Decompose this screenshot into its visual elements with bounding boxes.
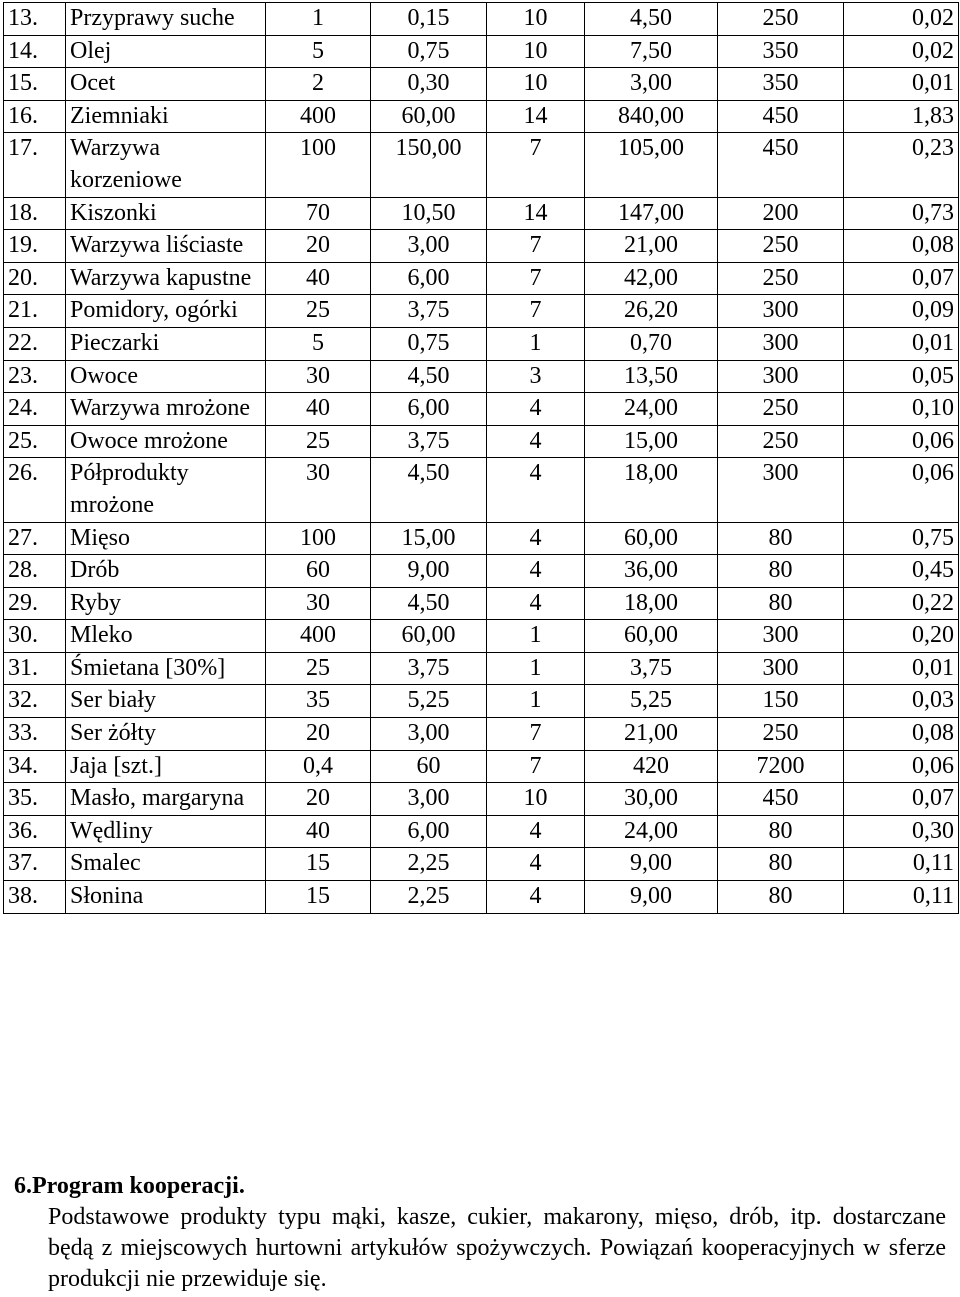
value-col-3: 4 <box>487 848 585 881</box>
value-col-3: 4 <box>487 393 585 426</box>
product-name: Wędliny <box>66 815 266 848</box>
value-col-1: 1 <box>266 3 371 36</box>
value-col-2: 2,25 <box>371 848 487 881</box>
value-col-6: 0,01 <box>844 327 959 360</box>
value-col-1: 40 <box>266 262 371 295</box>
value-col-1: 15 <box>266 848 371 881</box>
value-col-2: 150,00 <box>371 133 487 197</box>
value-col-4: 18,00 <box>585 458 718 522</box>
value-col-6: 0,02 <box>844 3 959 36</box>
product-table <box>3 2 959 914</box>
table-row <box>4 685 959 718</box>
value-col-3: 7 <box>487 230 585 263</box>
value-col-2: 10,50 <box>371 197 487 230</box>
value-col-1: 60 <box>266 555 371 588</box>
product-name: Ziemniaki <box>66 100 266 133</box>
value-col-5: 300 <box>718 295 844 328</box>
row-number: 27. <box>4 522 66 555</box>
value-col-6: 0,11 <box>844 881 959 914</box>
value-col-5: 80 <box>718 555 844 588</box>
value-col-5: 80 <box>718 587 844 620</box>
row-number: 33. <box>4 718 66 751</box>
value-col-4: 24,00 <box>585 393 718 426</box>
value-col-1: 5 <box>266 327 371 360</box>
row-number: 21. <box>4 295 66 328</box>
value-col-3: 10 <box>487 35 585 68</box>
table-row <box>4 3 959 36</box>
value-col-2: 6,00 <box>371 815 487 848</box>
section-heading: 6.Program kooperacji. <box>14 1173 245 1199</box>
value-col-2: 0,75 <box>371 35 487 68</box>
value-col-3: 3 <box>487 360 585 393</box>
row-number: 32. <box>4 685 66 718</box>
value-col-5: 450 <box>718 783 844 816</box>
product-name: Kiszonki <box>66 197 266 230</box>
table-row <box>4 815 959 848</box>
product-name: Drób <box>66 555 266 588</box>
value-col-5: 80 <box>718 815 844 848</box>
value-col-3: 4 <box>487 587 585 620</box>
value-col-1: 20 <box>266 230 371 263</box>
value-col-5: 300 <box>718 327 844 360</box>
value-col-4: 5,25 <box>585 685 718 718</box>
table-row <box>4 783 959 816</box>
table-row <box>4 555 959 588</box>
row-number: 18. <box>4 197 66 230</box>
product-name: Warzywa korzeniowe <box>66 133 266 197</box>
value-col-1: 40 <box>266 393 371 426</box>
value-col-2: 2,25 <box>371 881 487 914</box>
value-col-5: 250 <box>718 262 844 295</box>
value-col-1: 30 <box>266 458 371 522</box>
value-col-3: 10 <box>487 3 585 36</box>
value-col-1: 100 <box>266 522 371 555</box>
value-col-6: 0,06 <box>844 458 959 522</box>
table-row <box>4 652 959 685</box>
value-col-1: 100 <box>266 133 371 197</box>
value-col-1: 5 <box>266 35 371 68</box>
value-col-3: 7 <box>487 295 585 328</box>
value-col-3: 10 <box>487 68 585 101</box>
row-number: 13. <box>4 3 66 36</box>
product-name: Ser żółty <box>66 718 266 751</box>
value-col-1: 20 <box>266 718 371 751</box>
value-col-6: 0,75 <box>844 522 959 555</box>
value-col-4: 3,75 <box>585 652 718 685</box>
value-col-2: 3,00 <box>371 783 487 816</box>
value-col-5: 80 <box>718 881 844 914</box>
row-number: 30. <box>4 620 66 653</box>
value-col-6: 0,45 <box>844 555 959 588</box>
table-row <box>4 620 959 653</box>
value-col-6: 0,06 <box>844 750 959 783</box>
value-col-1: 0,4 <box>266 750 371 783</box>
value-col-3: 4 <box>487 555 585 588</box>
value-col-3: 4 <box>487 522 585 555</box>
value-col-1: 20 <box>266 783 371 816</box>
product-name: Półprodukty mrożone <box>66 458 266 522</box>
value-col-3: 7 <box>487 262 585 295</box>
table-row <box>4 230 959 263</box>
value-col-1: 35 <box>266 685 371 718</box>
value-col-6: 1,83 <box>844 100 959 133</box>
value-col-4: 21,00 <box>585 230 718 263</box>
row-number: 36. <box>4 815 66 848</box>
value-col-5: 7200 <box>718 750 844 783</box>
value-col-5: 250 <box>718 230 844 263</box>
value-col-2: 0,15 <box>371 3 487 36</box>
value-col-5: 300 <box>718 458 844 522</box>
value-col-4: 18,00 <box>585 587 718 620</box>
product-name: Pomidory, ogórki <box>66 295 266 328</box>
table-row <box>4 68 959 101</box>
value-col-2: 60,00 <box>371 100 487 133</box>
value-col-5: 250 <box>718 718 844 751</box>
table-row <box>4 458 959 522</box>
value-col-2: 60,00 <box>371 620 487 653</box>
value-col-1: 2 <box>266 68 371 101</box>
value-col-3: 14 <box>487 100 585 133</box>
value-col-3: 14 <box>487 197 585 230</box>
value-col-4: 147,00 <box>585 197 718 230</box>
value-col-2: 0,75 <box>371 327 487 360</box>
value-col-4: 4,50 <box>585 3 718 36</box>
product-name: Masło, margaryna <box>66 783 266 816</box>
value-col-6: 0,01 <box>844 652 959 685</box>
value-col-5: 250 <box>718 425 844 458</box>
value-col-1: 25 <box>266 295 371 328</box>
row-number: 38. <box>4 881 66 914</box>
row-number: 29. <box>4 587 66 620</box>
value-col-6: 0,05 <box>844 360 959 393</box>
table-row <box>4 848 959 881</box>
value-col-2: 3,75 <box>371 652 487 685</box>
product-name: Olej <box>66 35 266 68</box>
row-number: 37. <box>4 848 66 881</box>
value-col-1: 25 <box>266 425 371 458</box>
value-col-6: 0,30 <box>844 815 959 848</box>
value-col-5: 80 <box>718 848 844 881</box>
row-number: 15. <box>4 68 66 101</box>
value-col-4: 0,70 <box>585 327 718 360</box>
table-row <box>4 587 959 620</box>
row-number: 20. <box>4 262 66 295</box>
value-col-6: 0,03 <box>844 685 959 718</box>
value-col-2: 6,00 <box>371 262 487 295</box>
value-col-2: 5,25 <box>371 685 487 718</box>
value-col-6: 0,11 <box>844 848 959 881</box>
value-col-1: 400 <box>266 620 371 653</box>
row-number: 16. <box>4 100 66 133</box>
table-row <box>4 393 959 426</box>
value-col-5: 450 <box>718 100 844 133</box>
row-number: 22. <box>4 327 66 360</box>
row-number: 28. <box>4 555 66 588</box>
value-col-6: 0,09 <box>844 295 959 328</box>
value-col-6: 0,10 <box>844 393 959 426</box>
value-col-6: 0,08 <box>844 718 959 751</box>
value-col-4: 13,50 <box>585 360 718 393</box>
value-col-6: 0,01 <box>844 68 959 101</box>
row-number: 31. <box>4 652 66 685</box>
value-col-3: 4 <box>487 881 585 914</box>
value-col-2: 3,00 <box>371 230 487 263</box>
value-col-4: 24,00 <box>585 815 718 848</box>
value-col-2: 3,00 <box>371 718 487 751</box>
value-col-6: 0,02 <box>844 35 959 68</box>
value-col-5: 300 <box>718 620 844 653</box>
value-col-4: 26,20 <box>585 295 718 328</box>
value-col-6: 0,23 <box>844 133 959 197</box>
product-name: Mleko <box>66 620 266 653</box>
value-col-4: 3,00 <box>585 68 718 101</box>
value-col-3: 7 <box>487 133 585 197</box>
table-row <box>4 197 959 230</box>
value-col-5: 350 <box>718 68 844 101</box>
table-row <box>4 295 959 328</box>
value-col-5: 300 <box>718 360 844 393</box>
value-col-4: 42,00 <box>585 262 718 295</box>
value-col-2: 0,30 <box>371 68 487 101</box>
value-col-3: 7 <box>487 718 585 751</box>
value-col-5: 150 <box>718 685 844 718</box>
product-name: Przyprawy suche <box>66 3 266 36</box>
value-col-4: 420 <box>585 750 718 783</box>
value-col-1: 400 <box>266 100 371 133</box>
product-name: Mięso <box>66 522 266 555</box>
product-name: Ryby <box>66 587 266 620</box>
value-col-6: 0,08 <box>844 230 959 263</box>
value-col-5: 80 <box>718 522 844 555</box>
value-col-3: 7 <box>487 750 585 783</box>
value-col-2: 60 <box>371 750 487 783</box>
value-col-5: 250 <box>718 3 844 36</box>
product-name: Ser biały <box>66 685 266 718</box>
value-col-2: 9,00 <box>371 555 487 588</box>
product-name: Warzywa mrożone <box>66 393 266 426</box>
row-number: 35. <box>4 783 66 816</box>
table-row <box>4 522 959 555</box>
value-col-6: 0,07 <box>844 783 959 816</box>
value-col-3: 1 <box>487 620 585 653</box>
value-col-3: 4 <box>487 815 585 848</box>
value-col-4: 21,00 <box>585 718 718 751</box>
row-number: 17. <box>4 133 66 197</box>
value-col-1: 25 <box>266 652 371 685</box>
table-row <box>4 262 959 295</box>
product-name: Jaja [szt.] <box>66 750 266 783</box>
product-name: Warzywa liściaste <box>66 230 266 263</box>
value-col-1: 15 <box>266 881 371 914</box>
value-col-3: 1 <box>487 685 585 718</box>
row-number: 25. <box>4 425 66 458</box>
product-name: Śmietana [30%] <box>66 652 266 685</box>
value-col-4: 105,00 <box>585 133 718 197</box>
value-col-4: 9,00 <box>585 848 718 881</box>
table-row <box>4 100 959 133</box>
product-name: Smalec <box>66 848 266 881</box>
value-col-4: 36,00 <box>585 555 718 588</box>
product-name: Warzywa kapustne <box>66 262 266 295</box>
value-col-2: 4,50 <box>371 360 487 393</box>
value-col-6: 0,07 <box>844 262 959 295</box>
value-col-2: 4,50 <box>371 458 487 522</box>
value-col-1: 40 <box>266 815 371 848</box>
value-col-1: 70 <box>266 197 371 230</box>
value-col-4: 15,00 <box>585 425 718 458</box>
value-col-6: 0,06 <box>844 425 959 458</box>
value-col-2: 4,50 <box>371 587 487 620</box>
table-row <box>4 327 959 360</box>
value-col-5: 350 <box>718 35 844 68</box>
row-number: 23. <box>4 360 66 393</box>
value-col-4: 60,00 <box>585 522 718 555</box>
value-col-2: 6,00 <box>371 393 487 426</box>
value-col-6: 0,73 <box>844 197 959 230</box>
product-name: Ocet <box>66 68 266 101</box>
value-col-6: 0,22 <box>844 587 959 620</box>
table-row <box>4 35 959 68</box>
value-col-1: 30 <box>266 587 371 620</box>
value-col-5: 300 <box>718 652 844 685</box>
row-number: 24. <box>4 393 66 426</box>
table-row <box>4 718 959 751</box>
value-col-3: 1 <box>487 327 585 360</box>
value-col-4: 9,00 <box>585 881 718 914</box>
row-number: 14. <box>4 35 66 68</box>
table-row <box>4 425 959 458</box>
value-col-5: 450 <box>718 133 844 197</box>
value-col-4: 7,50 <box>585 35 718 68</box>
table-row <box>4 360 959 393</box>
value-col-5: 250 <box>718 393 844 426</box>
table-row <box>4 133 959 197</box>
value-col-6: 0,20 <box>844 620 959 653</box>
section-paragraph: Podstawowe produkty typu mąki, kasze, cukier, makarony, mięso, drób, itp. dostarczane będą z miejscowych hurtowni artykułów spożywczych. Powiązań kooperacyjnych w sferze produkcji nie przewiduje się. <box>48 1204 946 1292</box>
value-col-4: 60,00 <box>585 620 718 653</box>
product-name: Owoce <box>66 360 266 393</box>
value-col-3: 1 <box>487 652 585 685</box>
table-row <box>4 750 959 783</box>
product-name: Pieczarki <box>66 327 266 360</box>
value-col-3: 4 <box>487 425 585 458</box>
product-table-body <box>4 3 959 914</box>
value-col-2: 15,00 <box>371 522 487 555</box>
value-col-2: 3,75 <box>371 295 487 328</box>
table-row <box>4 881 959 914</box>
row-number: 26. <box>4 458 66 522</box>
value-col-3: 10 <box>487 783 585 816</box>
value-col-4: 30,00 <box>585 783 718 816</box>
value-col-5: 200 <box>718 197 844 230</box>
product-name: Owoce mrożone <box>66 425 266 458</box>
value-col-3: 4 <box>487 458 585 522</box>
row-number: 34. <box>4 750 66 783</box>
row-number: 19. <box>4 230 66 263</box>
cooperation-section <box>14 1170 946 1295</box>
value-col-4: 840,00 <box>585 100 718 133</box>
value-col-2: 3,75 <box>371 425 487 458</box>
value-col-1: 30 <box>266 360 371 393</box>
product-name: Słonina <box>66 881 266 914</box>
